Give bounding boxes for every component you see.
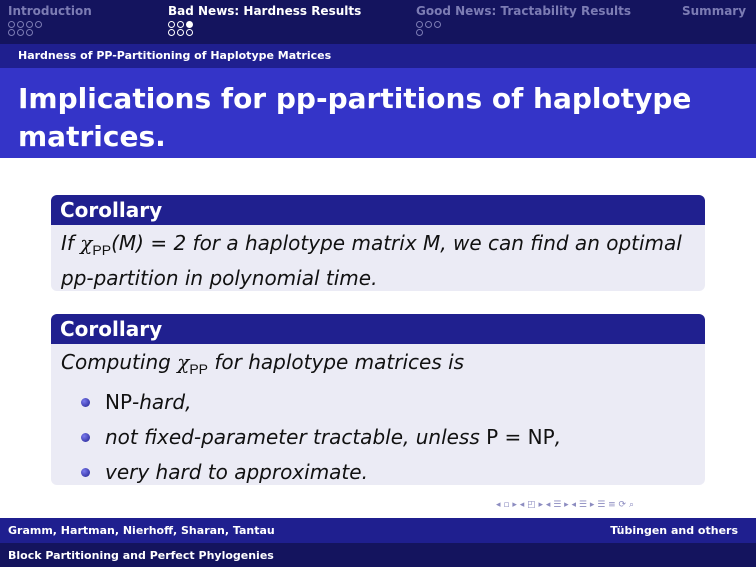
nav-section-summary[interactable] bbox=[682, 4, 746, 18]
bullet-ball-icon bbox=[81, 468, 90, 477]
frame-bullet[interactable] bbox=[416, 21, 423, 28]
subsection-bar bbox=[0, 44, 756, 68]
block-title: Corollary bbox=[51, 195, 705, 225]
frame-bullet[interactable] bbox=[17, 29, 24, 36]
chi-symbol: $\chi_{PP}$ bbox=[177, 350, 208, 377]
footer-short-title: Block Partitioning and Perfect Phylogenies bbox=[8, 549, 274, 562]
nav-frame-bullets bbox=[416, 21, 631, 37]
corollary-block-1 bbox=[51, 195, 705, 291]
block-body bbox=[51, 225, 705, 291]
frame-bullet[interactable] bbox=[416, 29, 423, 36]
nav-frame-bullets bbox=[8, 21, 92, 37]
nav-section-label[interactable]: Summary bbox=[682, 4, 747, 18]
frame-title-bar bbox=[0, 68, 756, 158]
list-item: not fixed-parameter tractable, unless P = NP, bbox=[79, 420, 695, 455]
corollary-list bbox=[61, 385, 695, 485]
frame-title: Implications for pp-partitions of haplotype matrices. bbox=[18, 82, 692, 153]
footer-authors: Gramm, Hartman, Nierhoff, Sharan, Tantau bbox=[8, 524, 275, 537]
list-item: NP-hard, bbox=[79, 385, 695, 420]
frame-bullet[interactable] bbox=[26, 21, 33, 28]
footer-title-bar bbox=[0, 543, 756, 567]
frame-bullet[interactable] bbox=[168, 21, 175, 28]
subsection-title: Hardness of PP-Partitioning of Haplotype Matrices bbox=[18, 49, 332, 62]
frame-bullet[interactable] bbox=[186, 29, 193, 36]
frame-bullet-current[interactable] bbox=[186, 21, 193, 28]
footer-institute: Tübingen and others bbox=[610, 524, 738, 537]
nav-frame-bullets bbox=[168, 21, 361, 37]
footer-author-bar bbox=[0, 518, 756, 543]
frame-bullet[interactable] bbox=[434, 21, 441, 28]
text-rest: for a haplotype matrix M, we can find an optimal pp-partition in polynomial time. bbox=[61, 231, 682, 290]
nav-section-label[interactable]: Good News: Tractability Results bbox=[416, 4, 632, 18]
text-if: If bbox=[61, 231, 81, 255]
beamer-navigation-symbols[interactable]: ◂ ▫ ▸ ◂ ◰ ▸ ◂ ☰ ▸ ◂ ☰ ▸ ☰ ≡ ⟳ ⌕ bbox=[496, 500, 634, 510]
frame-bullet[interactable] bbox=[168, 29, 175, 36]
nav-section-good-news[interactable] bbox=[416, 4, 631, 37]
frame-bullet[interactable] bbox=[425, 21, 432, 28]
frame-bullet[interactable] bbox=[8, 21, 15, 28]
block-intro: Computing $\chi_{PP}$ for haplotype matrices is bbox=[61, 350, 465, 377]
block-title: Corollary bbox=[51, 314, 705, 344]
chi-symbol: $\chi_{PP}$ bbox=[80, 231, 112, 258]
block-body bbox=[51, 344, 705, 485]
bullet-ball-icon bbox=[81, 398, 90, 407]
section-navigation-bar bbox=[0, 0, 756, 44]
frame-bullet[interactable] bbox=[8, 29, 15, 36]
frame-bullet[interactable] bbox=[26, 29, 33, 36]
frame-bullet[interactable] bbox=[35, 21, 42, 28]
nav-section-label[interactable]: Bad News: Hardness Results bbox=[168, 4, 362, 18]
text-expr: (M) = 2 bbox=[111, 231, 187, 255]
nav-section-bad-news[interactable] bbox=[168, 4, 361, 37]
frame-bullet[interactable] bbox=[17, 21, 24, 28]
frame-bullet[interactable] bbox=[177, 29, 184, 36]
nav-section-label[interactable]: Introduction bbox=[8, 4, 92, 18]
frame-bullet[interactable] bbox=[177, 21, 184, 28]
corollary-block-2 bbox=[51, 314, 705, 485]
list-item: very hard to approximate. bbox=[79, 455, 695, 485]
nav-section-introduction[interactable] bbox=[8, 4, 92, 37]
bullet-ball-icon bbox=[81, 433, 90, 442]
